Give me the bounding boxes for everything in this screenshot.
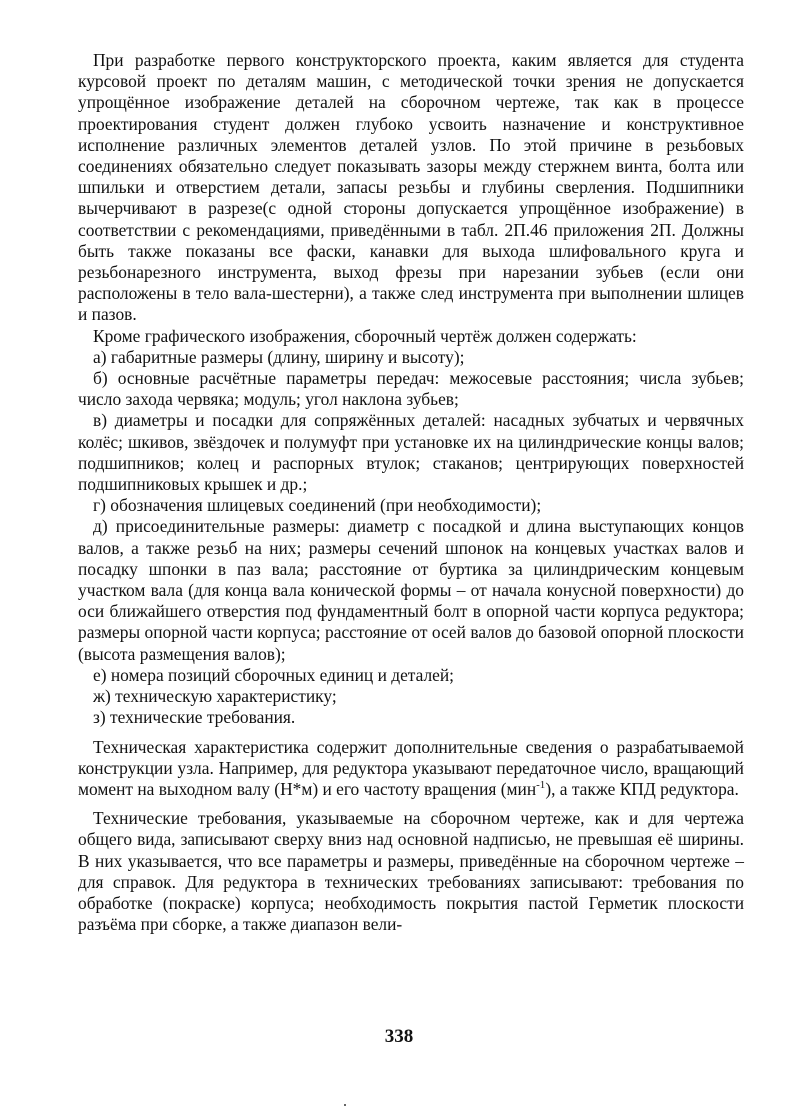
list-item-zh: ж) техническую характеристику;: [93, 686, 337, 707]
list-item-b: б) основные расчётные параметры передач: межосевые расстояния; числа зубьев; число захода червяка; модуль; угол наклона зубьев;: [78, 368, 744, 410]
tech-char-main: Техническая характеристика содержит дополнительные сведения о разрабатываемой конструкции узла. Например, для редуктора указывают передаточное число, вращающий момент на выходном валу (Н*м) и его частоту вращения (мин: [78, 736, 744, 799]
list-item-a: а) габаритные размеры (длину, ширину и высоту);: [93, 346, 465, 367]
tech-char-superscript: -1: [536, 779, 546, 792]
paragraph-tech-requirements: Технические требования, указываемые на сборочном чертеже, как и для чертежа общего вида, записывают сверху вниз над основной надписью, не превышая её ширины. В них указывается, что все параметры и размеры, приведённые на сборочном чертеже – для справок. Для редуктора в технических требованиях записывают: требования по обработке (покраске) корпуса; необходимость покрытия пастой Герметик плоскости разъёма при сборке, а также диапазон вели-: [78, 808, 744, 935]
list-item-z: з) технические требования.: [93, 707, 296, 728]
scan-speck: [344, 1104, 346, 1106]
page-body: [78, 50, 744, 935]
paragraph-intro: При разработке первого конструкторского проекта, каким является для студента курсовой проект по деталям машин, с методической точки зрения не допускается упрощённое изображение деталей на сборочном чертеже, так как в процессе проектирования студент должен глубоко усвоить назначение и конструктивное исполнение различных элементов деталей узлов. По этой причине в резьбовых соединениях обязательно следует показывать зазоры между стержнем винта, болта или шпильки и отверстием детали, запасы резьбы и глубины сверления. Подшипники вычерчивают в разрезе(с одной стороны допускается упрощённое изображение) в соответствии с рекомендациями, приведёнными в табл. 2П.46 приложения 2П. Должны быть также показаны все фаски, канавки для выхода шлифовального круга и резьбонарезного инструмента, выход фрезы при нарезании зубьев (если они расположены в тело вала-шестерни), а также след инструмента при выполнении шлицев и пазов.: [78, 50, 744, 325]
list-item-e: е) номера позиций сборочных единиц и деталей;: [93, 664, 455, 685]
tech-char-tail: ), а также КПД редуктора.: [545, 778, 739, 799]
paragraph-content-intro: Кроме графического изображения, сборочный чертёж должен содержать:: [93, 325, 637, 346]
list-item-v: в) диаметры и посадки для сопряжённых деталей: насадных зубчатых и червячных колёс; шкивов, звёздочек и полумуфт при установке их на цилиндрические концы валов; подшипников; колец и распорных втулок; стаканов; центрирующих поверхностей подшипниковых крышек и др.;: [78, 410, 744, 495]
page-number: 338: [384, 1026, 414, 1047]
list-item-g: г) обозначения шлицевых соединений (при необходимости);: [93, 495, 542, 516]
list-item-d: д) присоединительные размеры: диаметр с посадкой и длина выступающих концов валов, а также резьб на них; размеры сечений шпонок на концевых участках валов и посадку шпонки в паз вала; расстояние от буртика за цилиндрическим концевым участком вала (для конца вала конической формы – от начала конусной поверхности) до оси ближайшего отверстия под фундаментный болт в опорной части корпуса редуктора; размеры опорной части корпуса; расстояние от осей валов до базовой опорной плоскости (высота размещения валов);: [78, 516, 744, 664]
paragraph-tech-characteristics: [78, 737, 744, 801]
